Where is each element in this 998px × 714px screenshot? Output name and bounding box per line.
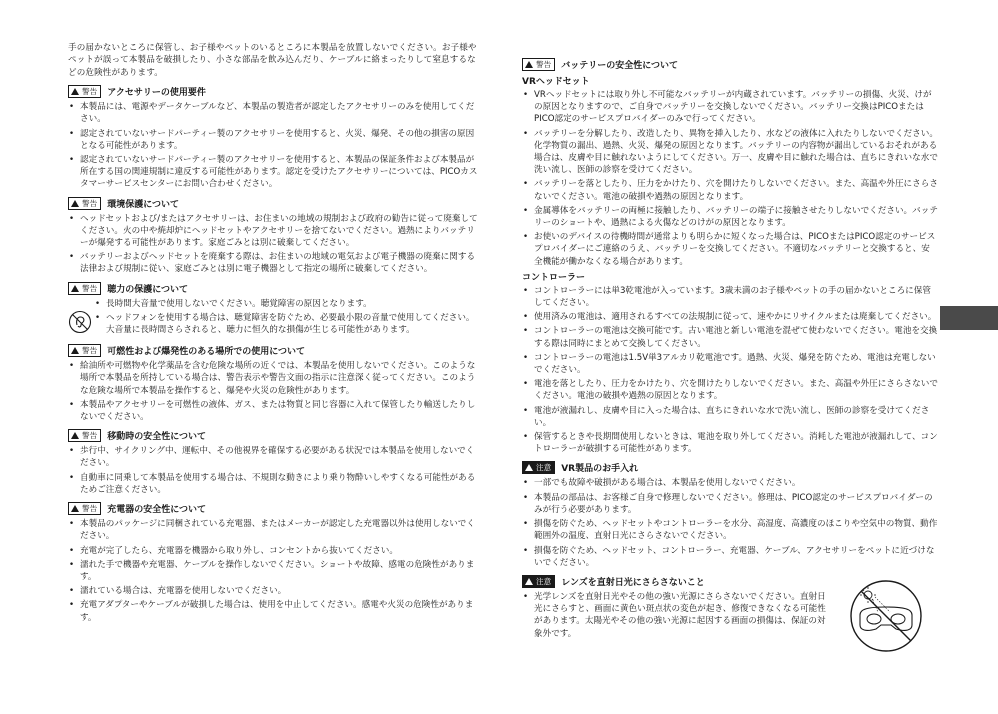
warning-triangle-icon (71, 432, 79, 439)
section-lens-sunlight (522, 575, 938, 657)
section-title: 聴力の保護について (107, 284, 189, 295)
list-item: • 金属導体をバッテリーの両極に接触したり、バッテリーの端子に接触させたりしないでください。バッテリーのショートや、過熱による火傷などのけがの原因となります。 (522, 205, 938, 229)
list-item: • 本製品には、電源やデータケーブルなど、本製品の製造者が認定したアクセサリーのみを使用してください。 (68, 101, 482, 125)
section-title: バッテリーの安全性について (561, 61, 679, 71)
list-item: • 充電アダプターやケーブルが破損した場合は、使用を中止してください。感電や火災の危険性があります。 (68, 599, 482, 623)
warning-badge: 警告 (68, 429, 101, 442)
warning-badge: 警告 (68, 282, 101, 295)
bullet-list (68, 518, 482, 624)
list-item: • 一部でも故障や破損がある場合は、本製品を使用しないでください。 (522, 477, 938, 489)
warning-badge: 警告 (68, 197, 101, 210)
list-item: • 自動車に同乗して本製品を使用する場合は、不規則な動きにより乗り物酔いしやすくなる可能性があるためご注意ください。 (68, 472, 482, 496)
list-item: • 長時間大音量で使用しないでください。聴覚障害の原因となります。 (94, 298, 482, 310)
list-item: • 電池を落としたり、圧力をかけたり、穴を開けたりしないでください。また、高温や外圧にさらさないでください。電池の破損や過熱の原因となります。 (522, 378, 938, 402)
page-edge-tab (940, 306, 998, 330)
bullet-list (68, 445, 482, 496)
section-title: 可燃性および爆発性のある場所での使用について (107, 347, 306, 358)
bullet-list (68, 360, 482, 423)
warning-badge: 警告 (68, 502, 101, 515)
no-sunlight-lens-icon (838, 579, 938, 657)
list-item: • コントローラーの電池は交換可能です。古い電池と新しい電池を混ぜて使わないでください。電池を交換する際は同時にまとめて交換してください。 (522, 325, 938, 349)
list-item: • 保管するときや長期間使用しないときは、電池を取り外してください。消耗した電池が液漏れして、コントローラーが破損する可能性があります。 (522, 431, 938, 455)
hearing-damage-icon (68, 310, 94, 339)
section-title: レンズを直射日光にさらさないこと (561, 577, 705, 588)
list-item: • 本製品の部品は、お客様ご自身で修理しないでください。修理は、PICO認定のサービスプロバイダーのみが行う必要があります。 (522, 492, 938, 516)
section-accessory-requirements (68, 85, 482, 190)
list-item: • ヘッドセットおよび/またはアクセサリーは、お住まいの地域の規制および政府の勧告に従って廃棄してください。火の中や焼却炉にヘッドセットやアクセサリーを捨てないでください。過熱によりバッテリーが爆発する可能性があります。家庭ごみとは別に破棄してください。 (68, 213, 482, 250)
subheading-controller: コントローラー (522, 272, 586, 283)
list-item: • 損傷を防ぐため、ヘッドセットやコントローラーを水分、高湿度、高濃度のほこりや空気中の物質、動作範囲外の温度、直射日光にさらさないでください。 (522, 518, 938, 542)
subheading-vr-headset: VRヘッドセット (522, 77, 590, 87)
bullet-list (68, 101, 482, 190)
list-item: • 本製品のパッケージに同梱されている充電器、またはメーカーが認定した充電器以外は使用しないでください。 (68, 518, 482, 542)
section-title: 移動時の安全性について (107, 432, 207, 443)
bullet-list (522, 591, 834, 657)
section-hearing (68, 282, 482, 339)
section-title: VR製品のお手入れ (561, 464, 639, 475)
intro-paragraph: 手の届かないところに保管し、お子様やペットのいるところに本製品を放置しないでください。お子様やペットが誤って本製品を破損したり、小さな部品を飲み込んだり、ケーブルに絡まったりして窒息するなどの危険性があります。 (68, 43, 477, 78)
section-charger (68, 502, 482, 624)
section-moving (68, 429, 482, 496)
list-item: • お使いのデバイスの待機時間が通常よりも明らかに短くなった場合は、PICOまたはPICO認定のサービスプロバイダーにご連絡のうえ、バッテリーを交換してください。不適切なバッテリーと交換すると、安全機能が働かなくなる場合があります。 (522, 231, 938, 268)
warning-triangle-icon (71, 88, 79, 95)
left-column (68, 42, 482, 626)
right-column (522, 58, 938, 657)
caution-badge: 注意 (522, 461, 555, 474)
list-item: • 損傷を防ぐため、ヘッドセット、コントローラー、充電器、ケーブル、アクセサリーをペットに近づけないでください。 (522, 545, 938, 569)
bullet-list (522, 477, 938, 568)
list-item: • ヘッドフォンを使用する場合は、聴覚障害を防ぐため、必要最小限の音量で使用してください。大音量に長時間さらされると、聴力に恒久的な損傷が生じる可能性があります。 (94, 312, 482, 336)
warning-badge: 警告 (522, 58, 555, 71)
list-item: • 濡れている場合は、充電器を使用しないでください。 (68, 585, 482, 597)
list-item: • バッテリーを落としたり、圧力をかけたり、穴を開けたりしないでください。また、高温や外圧にさらさないでください。電池の破損や過熱の原因となります。 (522, 178, 938, 202)
warning-triangle-icon (71, 285, 79, 292)
warning-triangle-icon (71, 347, 79, 354)
list-item: • 認定されていないサードパーティー製のアクセサリーを使用すると、火災、爆発、その他の損害の原因となる可能性があります。 (68, 128, 482, 152)
warning-badge: 警告 (68, 85, 101, 98)
list-item: • 光学レンズを直射日光やその他の強い光源にさらさないでください。直射日光にさらすと、画面に黄色い斑点状の変色が起き、修復できなくなる可能性があります。太陽光やその他の強い光源に起因する画面の損傷は、保証の対象外です。 (522, 591, 834, 640)
warning-triangle-icon (71, 200, 79, 207)
bullet-list (94, 298, 482, 339)
section-title: 充電器の安全性について (107, 505, 207, 516)
list-item: • コントローラーには単3乾電池が入っています。3歳未満のお子様やペットの手の届かないところに保管してください。 (522, 285, 938, 309)
section-product-care (522, 461, 938, 568)
list-item: • 濡れた手で機器や充電器、ケーブルを操作しないでください。ショートや故障、感電の危険性があります。 (68, 559, 482, 583)
warning-triangle-icon (525, 61, 533, 68)
list-item: • 本製品やアクセサリーを可燃性の液体、ガス、または物質と同じ容器に入れて保管したり輸送したりしないでください。 (68, 399, 482, 423)
warning-badge: 警告 (68, 344, 101, 357)
list-item: • 充電が完了したら、充電器を機器から取り外し、コンセントから抜いてください。 (68, 545, 482, 557)
caution-badge: 注意 (522, 575, 555, 588)
list-item: • 認定されていないサードパーティー製のアクセサリーを使用すると、本製品の保証条件および本製品が所在する国の関連規制に違反する可能性があります。認定を受けたアクセサリーについては、PICOカスタマーサービスセンターにお問い合わせください。 (68, 154, 482, 191)
caution-triangle-icon (525, 464, 533, 471)
warning-triangle-icon (71, 505, 79, 512)
section-title: 環境保護について (107, 199, 180, 210)
list-item: • バッテリーを分解したり、改造したり、異物を挿入したり、水などの液体に入れたりしないでください。化学物質の漏出、過熱、火災、爆発の原因となります。バッテリーの内容物が漏出しているおそれがある場合は、皮膚や目に触れないようにしてください。万一、皮膚や目に触れた場合は、直ちにきれいな水で洗い流し、医師の診察を受けてください。 (522, 128, 938, 177)
list-item: • コントローラーの電池は1.5V単3アルカリ乾電池です。過熱、火災、爆発を防ぐため、電池は充電しないでください。 (522, 352, 938, 376)
list-item: • 使用済みの電池は、適用されるすべての法規制に従って、速やかにリサイクルまたは廃棄してください。 (522, 311, 938, 323)
caution-triangle-icon (525, 578, 533, 585)
section-flammable (68, 344, 482, 423)
list-item: • バッテリーおよびヘッドセットを廃棄する際は、お住まいの地域の電気および電子機器の廃棄に関する法律および規制に従い、家庭ごみとは別に電子機器として指定の場所に破棄してください。 (68, 251, 482, 275)
list-item: • 電池が液漏れし、皮膚や目に入った場合は、直ちにきれいな水で洗い流し、医師の診察を受けてください。 (522, 405, 938, 429)
section-environment (68, 197, 482, 276)
bullet-list (522, 89, 938, 268)
list-item: • 歩行中、サイクリング中、運転中、その他視界を確保する必要がある状況では本製品を使用しないでください。 (68, 445, 482, 469)
section-battery (522, 58, 938, 455)
list-item: • VRヘッドセットには取り外し不可能なバッテリーが内蔵されています。バッテリーの損傷、火災、けがの原因となりますので、ご自身でバッテリーを交換しないでください。バッテリー交換はPICOまたはPICO認定のサービスプロバイダーのみで行ってください。 (522, 89, 938, 126)
section-title: アクセサリーの使用要件 (107, 88, 206, 99)
bullet-list (68, 213, 482, 276)
bullet-list (522, 285, 938, 456)
list-item: • 給油所や可燃物や化学薬品を含む危険な場所の近くでは、本製品を使用しないでください。このような場所で本製品を所持している場合は、警告表示や警告文面の指示に注意深く従ってください。このような危険な場所で本製品を操作すると、爆発や火災の危険性があります。 (68, 360, 482, 397)
